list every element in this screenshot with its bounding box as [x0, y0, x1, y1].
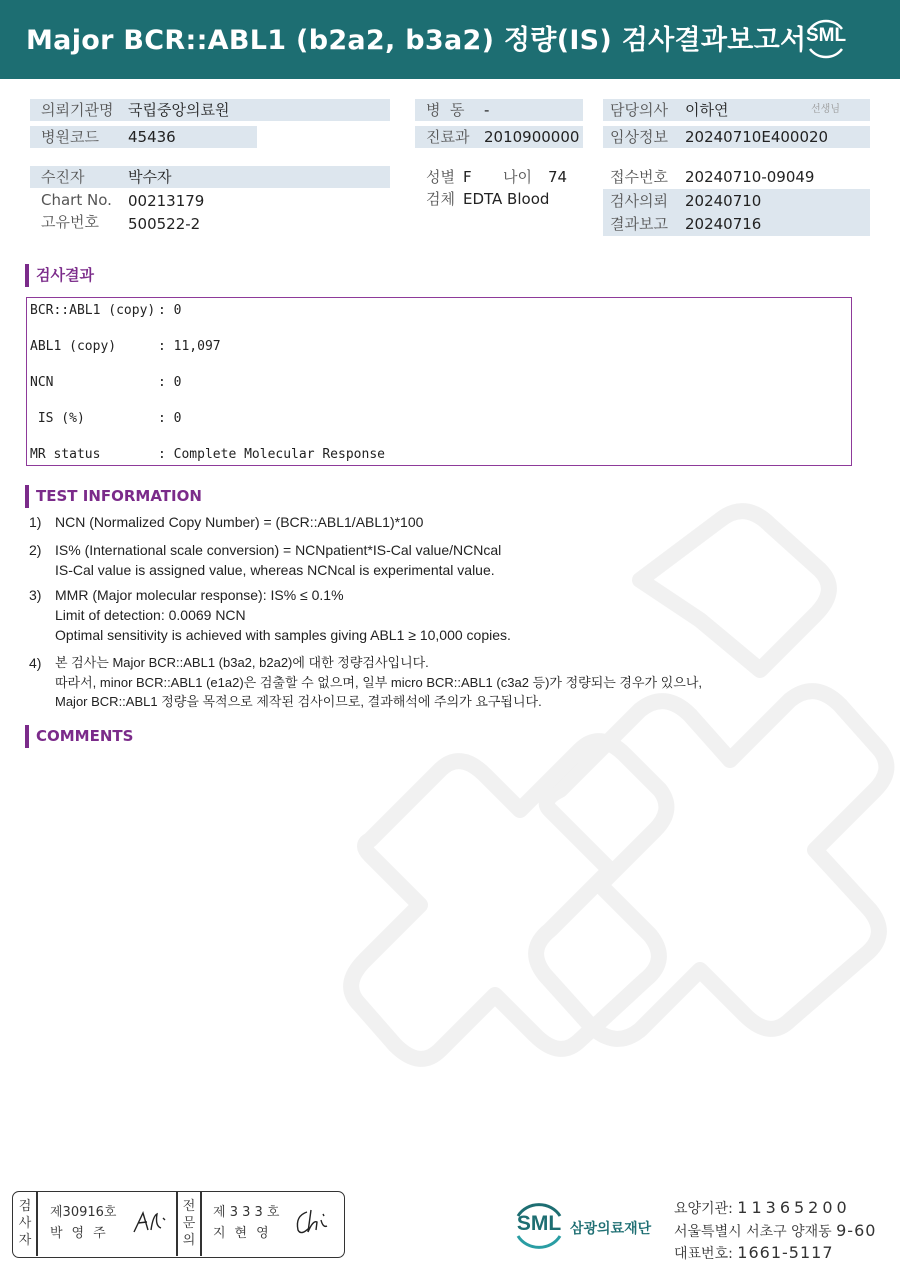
- specimen-label: 검체: [426, 190, 455, 208]
- doctor-value: 이하연: [685, 101, 729, 119]
- result-row: [30, 411, 181, 427]
- report-header: [0, 0, 900, 79]
- info-line: Optimal sensitivity is achieved with samples giving ABL1 ≥ 10,000 copies.: [55, 627, 511, 643]
- info-number: 1): [29, 514, 42, 530]
- result-row: [30, 303, 181, 319]
- result-value: : 11,097: [158, 339, 221, 354]
- info-number: 3): [29, 587, 42, 603]
- result-key: BCR::ABL1 (copy): [30, 303, 156, 318]
- sex-value: F: [463, 168, 472, 186]
- info-line: Limit of detection: 0.0069 NCN: [55, 607, 246, 623]
- result-value: : 0: [158, 411, 182, 426]
- care-code-line: [674, 1198, 851, 1219]
- report-title: Major BCR::ABL1 (b2a2, b3a2) 정량(IS) 검사결과보고서: [26, 25, 807, 56]
- ward-label: 병 동: [426, 101, 465, 119]
- result-value: : 0: [158, 375, 182, 390]
- tester-signature: [131, 1208, 171, 1238]
- hospital-code-value: 45436: [128, 128, 176, 146]
- request-label: 검사의뢰: [610, 192, 668, 210]
- info-number: 2): [29, 542, 42, 558]
- doctor-label: 담당의사: [610, 101, 668, 119]
- unique-label: 고유번호: [41, 213, 99, 231]
- phone-line: [674, 1243, 834, 1264]
- test-info-heading: TEST INFORMATION: [25, 485, 202, 508]
- request-value: 20240710: [685, 192, 762, 210]
- sex-label: 성별: [426, 168, 455, 186]
- department-row: [415, 126, 583, 148]
- signature-box: [12, 1191, 345, 1258]
- receipt-label: 접수번호: [610, 168, 668, 186]
- tester-label-3: 자: [18, 1233, 32, 1248]
- dates-block: [603, 189, 870, 236]
- ward-value: -: [484, 101, 490, 119]
- patient-value: 박수자: [128, 168, 172, 186]
- result-value: : Complete Molecular Response: [158, 447, 385, 462]
- ward-row: [415, 99, 583, 121]
- info-line: NCN (Normalized Copy Number) = (BCR::ABL1/ABL1)*100: [55, 514, 424, 530]
- specialist-label-3: 의: [182, 1233, 196, 1248]
- sml-footer-logo-text: SML: [516, 1212, 562, 1235]
- hospital-code-label: 병원코드: [41, 128, 99, 146]
- divider: [36, 1192, 38, 1256]
- tester-label-1: 검: [18, 1199, 32, 1214]
- department-label: 진료과: [426, 128, 470, 146]
- doctor-suffix: 선생님: [811, 104, 840, 115]
- result-value: : 0: [158, 303, 182, 318]
- institution-value: 국립중앙의료원: [128, 101, 230, 119]
- org-name: 삼광의료재단: [570, 1221, 652, 1237]
- result-row: [30, 375, 181, 391]
- tester-label-2: 사: [18, 1216, 32, 1231]
- phone-value: 1661-5117: [737, 1243, 834, 1262]
- clinical-value: 20240710E400020: [685, 128, 829, 146]
- result-row: [30, 339, 221, 355]
- age-value: 74: [548, 168, 568, 186]
- info-line: MMR (Major molecular response): IS% ≤ 0.1%: [55, 587, 344, 603]
- specialist-label-2: 문: [182, 1216, 196, 1231]
- care-code-value: 11365200: [737, 1198, 851, 1217]
- report-date-value: 20240716: [685, 215, 762, 233]
- address-line: [674, 1221, 876, 1242]
- patient-row: [30, 166, 390, 188]
- report-date-label: 결과보고: [610, 215, 668, 233]
- clinical-label: 임상정보: [610, 128, 668, 146]
- specialist-license: 제 3 3 3 호: [213, 1205, 280, 1220]
- sml-logo-text: SML: [805, 25, 847, 46]
- info-line: 따라서, minor BCR::ABL1 (e1a2)은 검출할 수 없으며, 일부 micro BCR::ABL1 (c3a2 등)가 정량되는 경우가 있으나,: [55, 675, 703, 690]
- hospital-code-row: [30, 126, 257, 148]
- patient-label: 수진자: [41, 168, 85, 186]
- divider: [200, 1192, 202, 1256]
- age-label: 나이: [503, 168, 532, 186]
- info-line: 본 검사는 Major BCR::ABL1 (b3a2, b2a2)에 대한 정량검사입니다.: [55, 655, 429, 670]
- tester-name: 박영주: [50, 1226, 115, 1241]
- specialist-label-1: 전: [182, 1199, 196, 1214]
- divider: [176, 1192, 178, 1256]
- specialist-signature: [293, 1206, 337, 1238]
- care-code-label: 요양기관:: [674, 1201, 733, 1217]
- phone-label: 대표번호:: [674, 1246, 733, 1262]
- info-line: Major BCR::ABL1 정량을 목적으로 제작된 검사이므로, 결과해석에 주의가 요구됩니다.: [55, 694, 542, 709]
- chart-label: Chart No.: [41, 191, 112, 209]
- department-value: 2010900000: [484, 128, 580, 146]
- result-key: NCN: [30, 375, 54, 390]
- specimen-value: EDTA Blood: [463, 190, 550, 208]
- institution-label: 의뢰기관명: [41, 101, 114, 119]
- address: 서울특별시 서초구 양재동: [674, 1224, 832, 1240]
- tester-license: 제30916호: [50, 1205, 117, 1220]
- result-key: MR status: [30, 447, 101, 462]
- info-line: IS-Cal value is assigned value, whereas NCNcal is experimental value.: [55, 562, 495, 578]
- result-row: [30, 447, 385, 463]
- chart-value: 00213179: [128, 192, 205, 210]
- info-number: 4): [29, 655, 42, 671]
- result-key: IS (%): [30, 411, 85, 426]
- info-line: IS% (International scale conversion) = NCNpatient*IS-Cal value/NCNcal: [55, 542, 502, 558]
- clinical-row: [603, 126, 870, 148]
- doctor-row: [603, 99, 870, 121]
- result-key: ABL1 (copy): [30, 339, 117, 354]
- results-box: [26, 297, 852, 466]
- receipt-value: 20240710-09049: [685, 168, 815, 186]
- results-heading: 검사결과: [25, 264, 94, 287]
- comments-heading: COMMENTS: [25, 725, 133, 748]
- address-number: 9-60: [836, 1221, 877, 1240]
- unique-value: 500522-2: [128, 215, 201, 233]
- specialist-name: 지현영: [213, 1226, 278, 1241]
- institution-row: [30, 99, 390, 121]
